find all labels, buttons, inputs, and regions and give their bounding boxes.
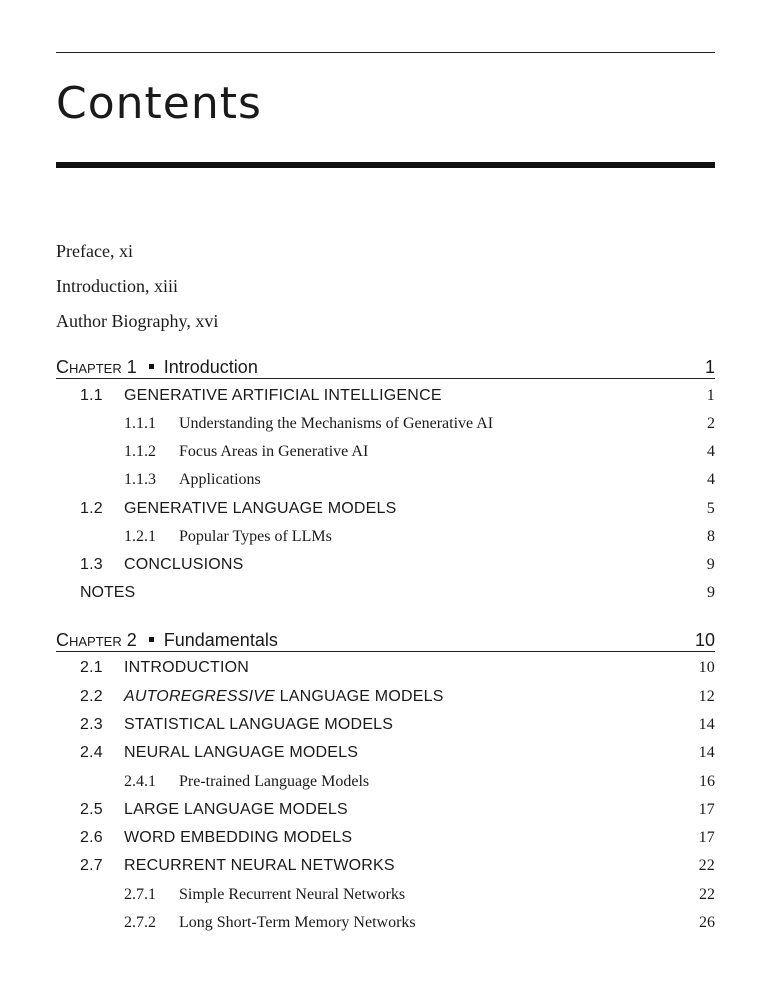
- subsection-title: Applications: [179, 471, 261, 488]
- chapter-2-label: [56, 629, 278, 651]
- section-number: 2.4: [80, 744, 103, 761]
- toc-subsection[interactable]: [124, 912, 715, 934]
- chapter-1-label: [56, 356, 258, 378]
- toc-section[interactable]: [80, 827, 715, 849]
- notes-title: NOTES: [80, 584, 136, 601]
- chapter-2-heading[interactable]: [56, 629, 715, 652]
- section-number: 1.1: [80, 387, 103, 404]
- section-page: 5: [706, 500, 715, 517]
- subsection-page: 26: [699, 914, 715, 931]
- section-title: GENERATIVE ARTIFICIAL INTELLIGENCE: [124, 387, 442, 404]
- toc-section[interactable]: [80, 657, 715, 679]
- subsection-number: 1.1.2: [124, 443, 156, 460]
- front-matter-preface[interactable]: Preface, xi: [56, 241, 133, 261]
- toc-subsection[interactable]: [124, 771, 715, 793]
- chapter-title: Introduction: [163, 357, 258, 377]
- section-number: 2.6: [80, 829, 103, 846]
- section-title: GENERATIVE LANGUAGE MODELS: [124, 500, 397, 517]
- section-page: 1: [706, 387, 715, 404]
- chapter-word: Chapter: [56, 357, 122, 377]
- subsection-page: 2: [707, 415, 715, 432]
- section-title: LANGUAGE MODELS: [275, 688, 444, 705]
- section-page: 14: [698, 744, 715, 761]
- section-page: 14: [698, 716, 715, 733]
- toc-section[interactable]: [80, 799, 715, 821]
- chapter-title: Fundamentals: [163, 630, 278, 650]
- section-title: RECURRENT NEURAL NETWORKS: [124, 857, 395, 874]
- front-matter-author-biography[interactable]: Author Biography, xvi: [56, 311, 219, 331]
- toc-section[interactable]: [80, 742, 715, 764]
- subsection-number: 1.2.1: [124, 528, 156, 545]
- subsection-title: Long Short-Term Memory Networks: [179, 914, 416, 931]
- subsection-title: Pre-trained Language Models: [179, 773, 370, 790]
- chapter-page: 10: [694, 630, 715, 650]
- page-title: Contents: [56, 78, 262, 129]
- section-number: 2.2: [80, 688, 103, 705]
- section-title: WORD EMBEDDING MODELS: [124, 829, 353, 846]
- toc-section[interactable]: [80, 714, 715, 736]
- toc-section[interactable]: [80, 498, 715, 520]
- section-title-wrapper: [124, 686, 444, 708]
- section-number: 2.3: [80, 716, 103, 733]
- section-number: 1.3: [80, 556, 103, 573]
- top-rule: [56, 52, 715, 53]
- subsection-number: 2.7.1: [124, 886, 156, 903]
- toc-subsection[interactable]: [124, 884, 715, 906]
- toc-subsection[interactable]: [124, 469, 715, 491]
- chapter-number: 1: [126, 357, 137, 377]
- subsection-number: 2.7.2: [124, 914, 156, 931]
- toc-section[interactable]: [80, 686, 715, 708]
- section-page: 17: [698, 801, 715, 818]
- section-title: INTRODUCTION: [124, 659, 250, 676]
- section-page: 22: [698, 857, 715, 874]
- subsection-title: Understanding the Mechanisms of Generative AI: [179, 415, 494, 432]
- subsection-page: 8: [707, 528, 715, 545]
- title-rule: [56, 162, 715, 168]
- front-matter-introduction[interactable]: Introduction, xiii: [56, 276, 178, 296]
- section-page: 17: [698, 829, 715, 846]
- subsection-number: 1.1.3: [124, 471, 156, 488]
- section-title: LARGE LANGUAGE MODELS: [124, 801, 348, 818]
- subsection-number: 2.4.1: [124, 773, 156, 790]
- section-number: 1.2: [80, 500, 103, 517]
- subsection-page: 22: [699, 886, 715, 903]
- bullet-square-icon: [149, 364, 154, 369]
- toc-section[interactable]: [80, 554, 715, 576]
- chapter-number: 2: [126, 630, 137, 650]
- section-page: 9: [706, 556, 715, 573]
- section-title: CONCLUSIONS: [124, 556, 244, 573]
- section-number: 2.5: [80, 801, 103, 818]
- chapter-page: 1: [704, 357, 715, 377]
- toc-subsection[interactable]: [124, 413, 715, 435]
- subsection-page: 4: [707, 443, 715, 460]
- subsection-page: 4: [707, 471, 715, 488]
- section-title-italic: AUTOREGRESSIVE: [124, 688, 275, 705]
- subsection-title: Focus Areas in Generative AI: [179, 443, 369, 460]
- subsection-number: 1.1.1: [124, 415, 156, 432]
- bullet-square-icon: [149, 637, 154, 642]
- section-number: 2.1: [80, 659, 103, 676]
- section-title: STATISTICAL LANGUAGE MODELS: [124, 716, 394, 733]
- section-number: 2.7: [80, 857, 103, 874]
- toc-section[interactable]: [80, 855, 715, 877]
- notes-page: 9: [707, 584, 715, 601]
- section-page: 10: [698, 659, 715, 676]
- section-title: NEURAL LANGUAGE MODELS: [124, 744, 359, 761]
- subsection-title: Popular Types of LLMs: [179, 528, 332, 545]
- subsection-title: Simple Recurrent Neural Networks: [179, 886, 406, 903]
- subsection-page: 16: [699, 773, 715, 790]
- chapter-word: Chapter: [56, 630, 122, 650]
- chapter-1-heading[interactable]: [56, 356, 715, 379]
- toc-notes[interactable]: [80, 582, 715, 604]
- toc-subsection[interactable]: [124, 441, 715, 463]
- toc-section[interactable]: [80, 385, 715, 407]
- section-page: 12: [698, 688, 715, 705]
- toc-subsection[interactable]: [124, 526, 715, 548]
